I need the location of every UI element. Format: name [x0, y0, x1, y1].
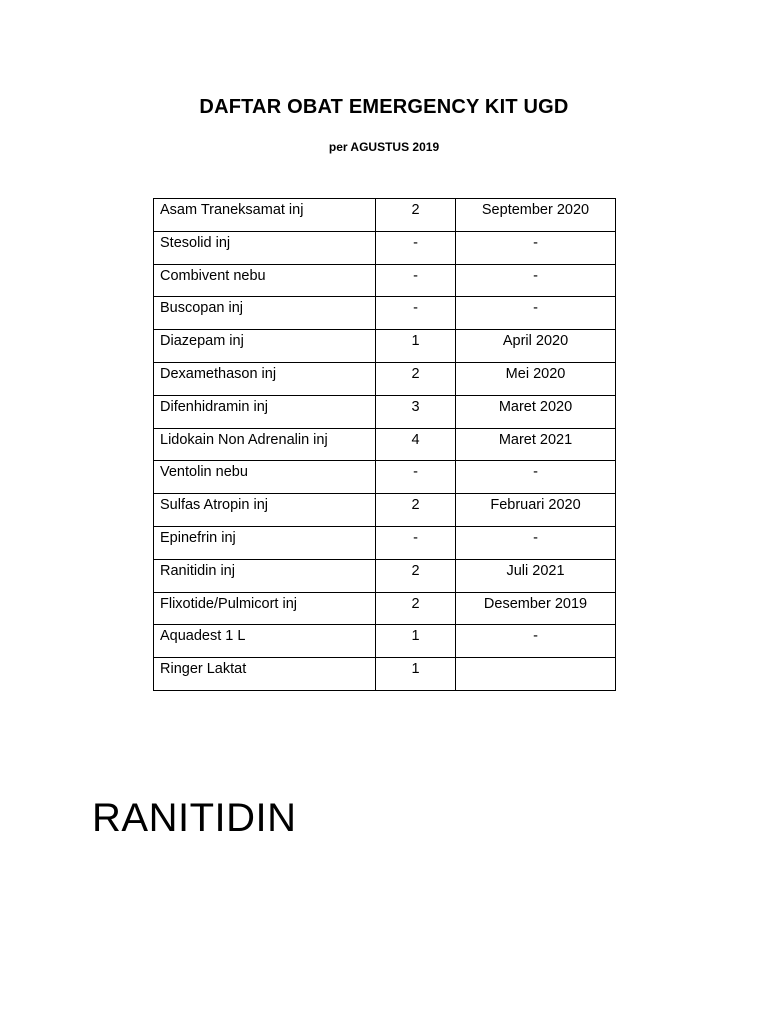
medicine-expiry: - — [456, 231, 616, 264]
medicine-table — [153, 198, 616, 691]
medicine-name: Buscopan inj — [154, 297, 376, 330]
medicine-name: Ranitidin inj — [154, 559, 376, 592]
medicine-qty: 2 — [376, 592, 456, 625]
medicine-expiry: April 2020 — [456, 330, 616, 363]
medicine-name: Flixotide/Pulmicort inj — [154, 592, 376, 625]
medicine-expiry: Februari 2020 — [456, 494, 616, 527]
medicine-expiry: Maret 2020 — [456, 395, 616, 428]
medicine-name: Difenhidramin inj — [154, 395, 376, 428]
medicine-qty: - — [376, 231, 456, 264]
document-title: DAFTAR OBAT EMERGENCY KIT UGD — [199, 96, 569, 118]
medicine-expiry: Desember 2019 — [456, 592, 616, 625]
table-row — [154, 362, 616, 395]
medicine-expiry: Mei 2020 — [456, 362, 616, 395]
table-row — [154, 494, 616, 527]
medicine-qty: 2 — [376, 494, 456, 527]
table-row — [154, 658, 616, 691]
medicine-qty: 3 — [376, 395, 456, 428]
table-row — [154, 297, 616, 330]
table-row — [154, 559, 616, 592]
medicine-qty: 1 — [376, 625, 456, 658]
medicine-qty: - — [376, 526, 456, 559]
medicine-qty: 2 — [376, 362, 456, 395]
medicine-name: Diazepam inj — [154, 330, 376, 363]
medicine-name: Ventolin nebu — [154, 461, 376, 494]
medicine-expiry: - — [456, 264, 616, 297]
medicine-expiry: - — [456, 461, 616, 494]
table-row — [154, 592, 616, 625]
medicine-expiry: - — [456, 526, 616, 559]
medicine-expiry — [456, 658, 616, 691]
medicine-qty: - — [376, 264, 456, 297]
medicine-expiry: Juli 2021 — [456, 559, 616, 592]
medicine-name: Sulfas Atropin inj — [154, 494, 376, 527]
medicine-qty: 2 — [376, 199, 456, 232]
medicine-qty: 1 — [376, 330, 456, 363]
medicine-qty: - — [376, 297, 456, 330]
footer-word: RANITIDIN — [92, 796, 297, 840]
medicine-name: Combivent nebu — [154, 264, 376, 297]
medicine-name: Asam Traneksamat inj — [154, 199, 376, 232]
medicine-name: Epinefrin inj — [154, 526, 376, 559]
table-row — [154, 330, 616, 363]
table-row — [154, 199, 616, 232]
table-row — [154, 461, 616, 494]
table-row — [154, 625, 616, 658]
document-subtitle: per AGUSTUS 2019 — [328, 140, 440, 154]
medicine-name: Stesolid inj — [154, 231, 376, 264]
medicine-expiry: - — [456, 297, 616, 330]
medicine-qty: - — [376, 461, 456, 494]
medicine-expiry: - — [456, 625, 616, 658]
table-row — [154, 526, 616, 559]
medicine-name: Aquadest 1 L — [154, 625, 376, 658]
table-row — [154, 264, 616, 297]
medicine-name: Dexamethason inj — [154, 362, 376, 395]
medicine-qty: 4 — [376, 428, 456, 461]
medicine-qty: 1 — [376, 658, 456, 691]
medicine-expiry: Maret 2021 — [456, 428, 616, 461]
table-row — [154, 428, 616, 461]
medicine-qty: 2 — [376, 559, 456, 592]
table-row — [154, 231, 616, 264]
medicine-name: Ringer Laktat — [154, 658, 376, 691]
table-row — [154, 395, 616, 428]
medicine-name: Lidokain Non Adrenalin inj — [154, 428, 376, 461]
medicine-expiry: September 2020 — [456, 199, 616, 232]
